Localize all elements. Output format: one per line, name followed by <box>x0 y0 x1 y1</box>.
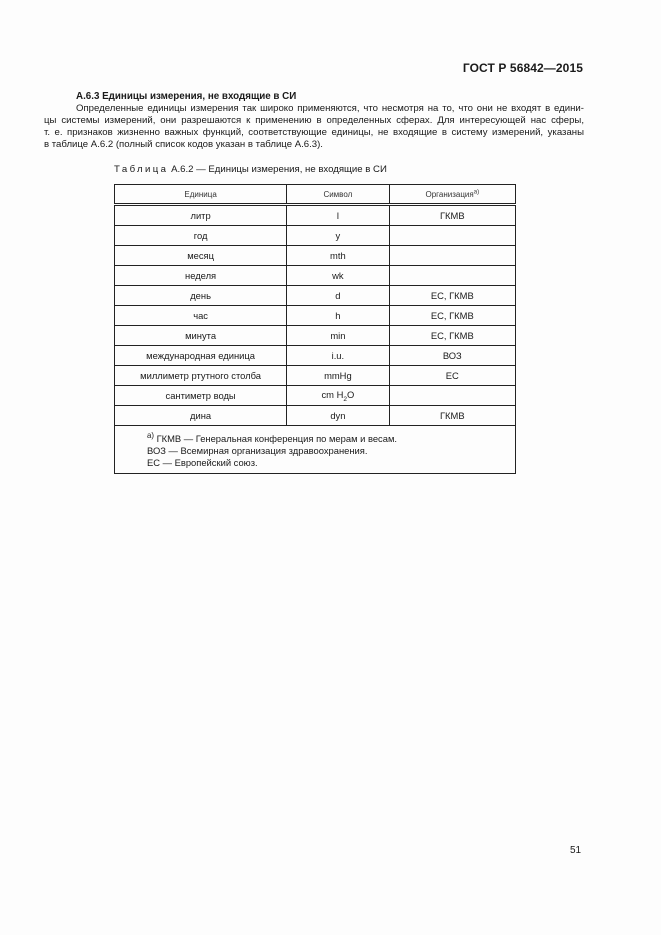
cell-organization <box>389 386 515 406</box>
units-table <box>114 184 516 474</box>
cell-organization: ЕС, ГКМВ <box>389 326 515 346</box>
cell-organization: ЕС, ГКМВ <box>389 306 515 326</box>
cell-unit: год <box>115 226 287 246</box>
footnote-marker: а) <box>473 188 480 195</box>
cell-symbol: l <box>287 205 389 226</box>
table-caption-title: А.6.2 — Единицы измерения, не входящие в СИ <box>168 164 387 175</box>
table-row <box>115 306 516 326</box>
table-footnotes-row <box>115 426 516 474</box>
cell-unit: сантиметр воды <box>115 386 287 406</box>
table-footnotes <box>115 426 516 474</box>
cell-symbol: h <box>287 306 389 326</box>
cell-organization: ЕС <box>389 366 515 386</box>
cell-organization <box>389 226 515 246</box>
cell-unit: час <box>115 306 287 326</box>
table-header-row <box>115 185 516 205</box>
cell-symbol: i.u. <box>287 346 389 366</box>
table-row <box>115 246 516 266</box>
page-number: 51 <box>570 845 582 856</box>
cell-symbol: min <box>287 326 389 346</box>
cell-organization <box>389 266 515 286</box>
cell-symbol: mmHg <box>287 366 389 386</box>
cell-symbol: dyn <box>287 406 389 426</box>
footnote-line: ЕС — Европейский союз. <box>147 457 258 469</box>
table-caption <box>114 164 387 175</box>
table-row <box>115 326 516 346</box>
cell-unit: миллиметр ртутного столба <box>115 366 287 386</box>
paragraph-line: цы системы измерений, они разрешаются к применению в определенных сферах. Для интересующей нас сферы, <box>44 115 584 126</box>
cell-unit: литр <box>115 205 287 226</box>
footnote-line: $^{а)}$ ГКМВ — Генеральная конференция по мерам и весам. <box>147 431 397 445</box>
cell-organization: ГКМВ <box>389 406 515 426</box>
table-row <box>115 266 516 286</box>
section-heading: А.6.3 Единицы измерения, не входящие в СИ <box>76 91 297 102</box>
table-row <box>115 386 516 406</box>
cell-unit: день <box>115 286 287 306</box>
section-paragraph <box>44 103 584 151</box>
cell-organization: ЕС, ГКМВ <box>389 286 515 306</box>
table-row <box>115 205 516 226</box>
section-a-6-3 <box>44 91 584 151</box>
cell-symbol: d <box>287 286 389 306</box>
cell-symbol: cm $H_2O$ <box>287 386 389 406</box>
paragraph-line: в таблице А.6.2 (полный список кодов указан в таблице А.6.3). <box>44 139 323 150</box>
cell-organization: ГКМВ <box>389 205 515 226</box>
cell-organization: ВОЗ <box>389 346 515 366</box>
paragraph-line: т. е. признаков жизненно важных функций, соответствующие единицы, не входящие в систему измерений, указаны <box>44 127 584 138</box>
header-symbol: Символ <box>287 185 389 205</box>
table-row <box>115 226 516 246</box>
table-row <box>115 286 516 306</box>
header-unit: Единица <box>115 185 287 205</box>
cell-organization <box>389 246 515 266</box>
header-organization: Организация$^{а)}$ <box>389 185 515 205</box>
table-row <box>115 366 516 386</box>
table-caption-prefix: Таблица <box>114 164 169 175</box>
cell-unit: месяц <box>115 246 287 266</box>
cell-unit: международная единица <box>115 346 287 366</box>
footnote-line: ВОЗ — Всемирная организация здравоохранения. <box>147 445 368 457</box>
footnote-marker: а) <box>147 431 154 440</box>
cell-unit: неделя <box>115 266 287 286</box>
document-id: ГОСТ Р 56842—2015 <box>462 61 583 75</box>
paragraph-line: Определенные единицы измерения так широко применяются, что несмотря на то, что они не входят в едини- <box>76 103 584 114</box>
table-row <box>115 406 516 426</box>
cell-symbol: wk <box>287 266 389 286</box>
cell-unit: дина <box>115 406 287 426</box>
table-row <box>115 346 516 366</box>
cell-symbol: y <box>287 226 389 246</box>
cell-symbol: mth <box>287 246 389 266</box>
cell-unit: минута <box>115 326 287 346</box>
